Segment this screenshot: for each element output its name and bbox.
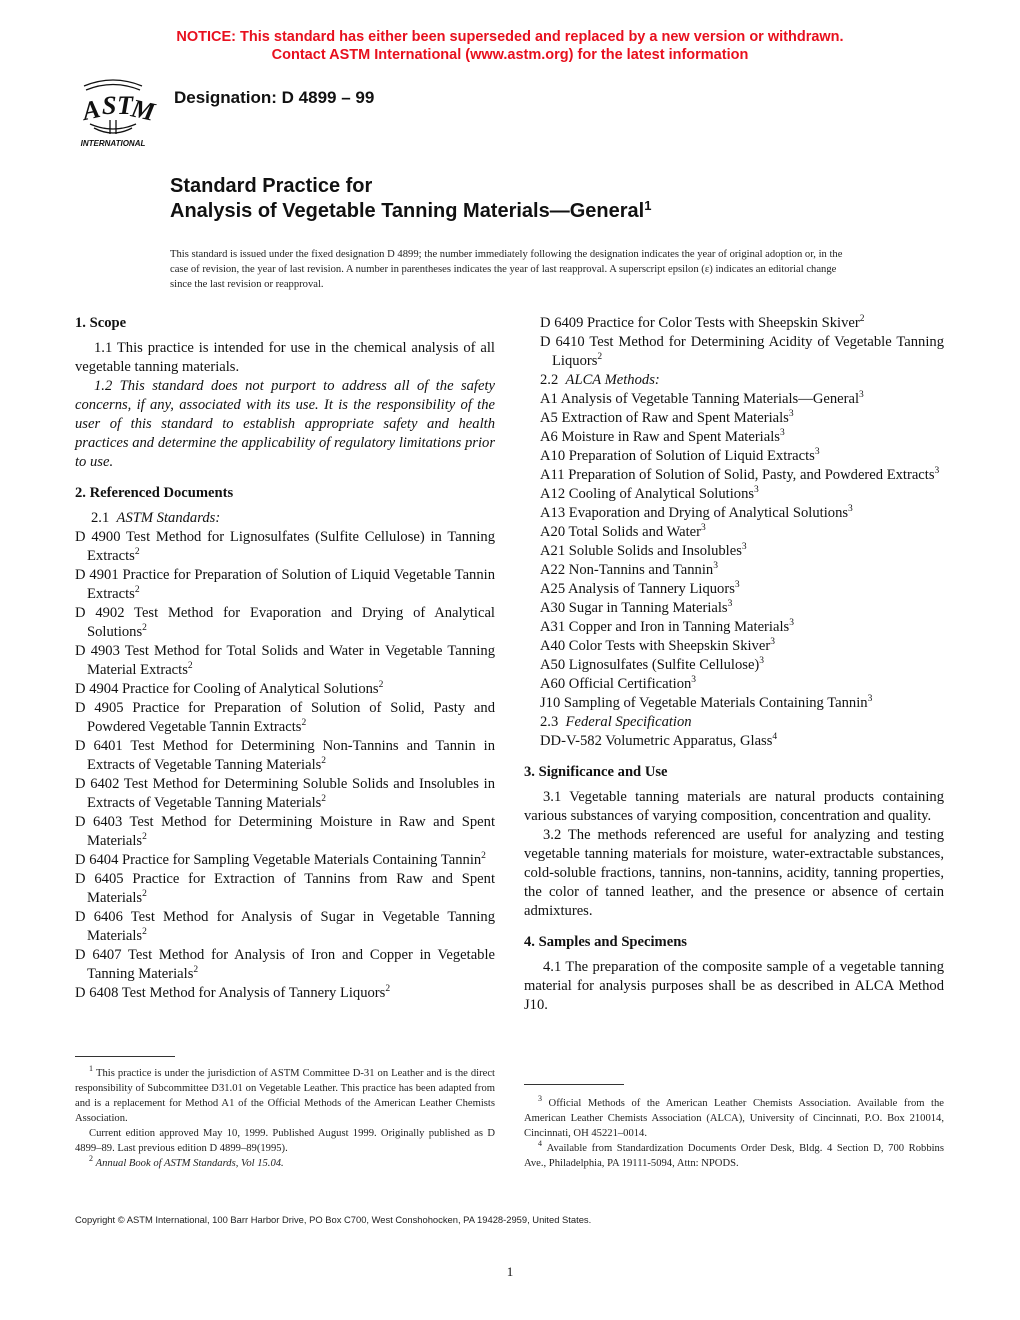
samples-para-1: 4.1 The preparation of the composite sample of a vegetable tanning material for analysis purposes shall be as described in ALCA Method J10. [524, 959, 944, 1013]
federal-list [524, 732, 944, 751]
reference-item [75, 984, 495, 1003]
reference-item [75, 699, 495, 737]
footnote-4-mark: 4 [538, 1139, 542, 1148]
reference-text: A12 Cooling of Analytical Solutions [540, 486, 755, 502]
reference-item [524, 523, 944, 542]
reference-text: A30 Sugar in Tanning Materials [540, 600, 728, 616]
reference-footnote-mark: 3 [713, 561, 718, 571]
svg-text:S: S [102, 91, 117, 120]
reference-footnote-mark: 3 [814, 447, 820, 457]
samples-heading: 4. Samples and Specimens [524, 934, 687, 950]
document-title [170, 174, 651, 224]
reference-footnote-mark: 2 [301, 718, 307, 728]
footnote-2 [75, 1156, 495, 1171]
reference-footnote-mark: 2 [378, 680, 384, 690]
designation: Designation: D 4899 – 99 [174, 88, 375, 107]
astm-list-left [75, 528, 495, 1003]
reference-item [75, 813, 495, 851]
reference-item [524, 542, 944, 561]
reference-text: A6 Moisture in Raw and Spent Materials [540, 429, 780, 445]
copyright-line: Copyright © ASTM International, 100 Barr Harbor Drive, PO Box C700, West Conshohocken, PA 19428-2959, United States. [75, 1214, 592, 1225]
reference-item [75, 737, 495, 775]
reference-item [524, 637, 944, 656]
astm-list-right [524, 314, 944, 371]
reference-text: D 6406 Test Method for Analysis of Sugar in Vegetable Tanning Materials [75, 909, 495, 944]
reference-footnote-mark: 2 [859, 314, 865, 324]
reference-footnote-mark: 2 [385, 984, 391, 994]
reference-text: A10 Preparation of Solution of Liquid Extracts [540, 448, 815, 464]
reference-footnote-mark: 2 [142, 889, 147, 899]
reference-item [524, 333, 944, 371]
significance-para-2: 3.2 The methods referenced are useful for analyzing and testing vegetable tanning materials for moisture, water-extractable substances, cold-soluble fractions, tannins, non-tannins, acidity, tanning properties, the color of tanned leather, and the presence or absence of certain admixtures. [524, 827, 944, 919]
scope-para-1: 1.1 This practice is intended for use in the chemical analysis of all vegetable tanning materials. [75, 340, 495, 375]
reference-footnote-mark: 3 [701, 523, 706, 533]
reference-item [524, 675, 944, 694]
reference-item [75, 680, 495, 699]
federal-spec-title: Federal Specification [565, 714, 692, 730]
notice-line-2: Contact ASTM International (www.astm.org) for the latest information [271, 47, 749, 63]
footnote-1-mark: 1 [89, 1064, 93, 1073]
footnotes-right [524, 1096, 944, 1171]
reference-text: A11 Preparation of Solution of Solid, Pasty, and Powdered Extracts [540, 467, 935, 483]
footnotes-left [75, 1066, 495, 1171]
reference-footnote-mark: 3 [788, 409, 794, 419]
reference-item [524, 618, 944, 637]
reference-text: D 6401 Test Method for Determining Non-Tannins and Tannin in Extracts of Vegetable Tanning Materials [75, 738, 495, 773]
reference-item [75, 775, 495, 813]
reference-footnote-mark: 2 [321, 794, 327, 804]
issuance-statement: This standard is issued under the fixed designation D 4899; the number immediately following the designation indicates the year of original adoption or, in the case of revision, the year of last revision. A number in parentheses indicates the year of last reapproval. A superscript epsilon (ε) indicates an editorial change since the last revision or reapproval. [170, 249, 843, 290]
footnote-2-text: Annual Book of ASTM Standards, Vol 15.04. [95, 1158, 284, 1169]
reference-item [524, 428, 944, 447]
federal-spec-number: 2.3 [540, 714, 559, 730]
footnote-3-mark: 3 [538, 1094, 542, 1103]
supersede-notice [0, 28, 1020, 64]
refdocs-heading: 2. Referenced Documents [75, 485, 234, 501]
scope-heading: 1. Scope [75, 315, 127, 331]
reference-text: A22 Non-Tannins and Tannin [540, 562, 714, 578]
reference-footnote-mark: 3 [741, 542, 747, 552]
reference-footnote-mark: 2 [597, 352, 603, 362]
reference-text: A31 Copper and Iron in Tanning Materials [540, 619, 790, 635]
reference-text: D 6408 Test Method for Analysis of Tannery Liquors [75, 985, 386, 1001]
reference-text: A1 Analysis of Vegetable Tanning Materials—General [540, 391, 860, 407]
reference-item [524, 314, 944, 333]
reference-item [524, 504, 944, 523]
reference-footnote-mark: 2 [142, 623, 147, 633]
reference-item [524, 466, 944, 485]
scope-para-2: 1.2 This standard does not purport to address all of the safety concerns, if any, associated with its use. It is the responsibility of the user of this standard to establish appropriate safety and health practices and determine the applicability of regulatory limitations prior to use. [75, 378, 495, 470]
alca-methods-title: ALCA Methods: [565, 372, 660, 388]
title-footnote-mark: 1 [644, 198, 652, 213]
reference-text: D 6409 Practice for Color Tests with Sheepskin Skiver [540, 315, 860, 331]
reference-text: A60 Official Certification [540, 676, 692, 692]
reference-footnote-mark: 2 [481, 851, 486, 861]
reference-text: D 6410 Test Method for Determining Acidity of Vegetable Tanning Liquors [540, 334, 944, 369]
reference-text: D 4904 Practice for Cooling of Analytical Solutions [75, 681, 379, 697]
footnote-1 [75, 1066, 495, 1126]
reference-text: A21 Soluble Solids and Insolubles [540, 543, 742, 559]
reference-item [75, 851, 495, 870]
reference-item [524, 561, 944, 580]
reference-text: A20 Total Solids and Water [540, 524, 702, 540]
left-column [75, 314, 495, 1003]
reference-footnote-mark: 3 [859, 390, 864, 400]
reference-footnote-mark: 2 [187, 661, 193, 671]
reference-text: D 6402 Test Method for Determining Soluble Solids and Insolubles in Extracts of Vegetable Tanning Materials [75, 776, 495, 811]
footnote-2-mark: 2 [89, 1154, 93, 1163]
reference-footnote-mark: 3 [691, 675, 697, 685]
reference-footnote-mark: 3 [754, 485, 759, 495]
footnote-4-text: Available from Standardization Documents Order Desk, Bldg. 4 Section D, 700 Robbins Ave., Philadelphia, PA 19111-5094, Attn: NPODS. [524, 1143, 944, 1169]
reference-footnote-mark: 3 [759, 656, 765, 666]
reference-item [524, 390, 944, 409]
reference-footnote-mark: 3 [734, 580, 740, 590]
reference-item [524, 732, 944, 751]
footnote-1-text: This practice is under the jurisdiction of ASTM Committee D-31 on Leather and is the direct responsibility of Subcommittee D31.01 on Vegetable Leather. This practice has been adapted from and is a replacement for Method A1 of the Official Methods of the American Leather Chemists Association. [75, 1068, 495, 1124]
reference-item [75, 908, 495, 946]
reference-footnote-mark: 3 [934, 466, 940, 476]
footnote-rule-right [524, 1084, 624, 1085]
reference-text: D 4901 Practice for Preparation of Solution of Liquid Vegetable Tannin Extracts [75, 567, 495, 602]
reference-item [524, 694, 944, 713]
reference-footnote-mark: 2 [134, 585, 140, 595]
svg-text:INTERNATIONAL: INTERNATIONAL [80, 139, 146, 148]
reference-footnote-mark: 2 [134, 547, 140, 557]
title-line-2 [170, 199, 651, 224]
alca-methods-label [524, 371, 944, 390]
reference-item [75, 566, 495, 604]
reference-item [75, 642, 495, 680]
reference-text: D 4900 Test Method for Lignosulfates (Sulfite Cellulose) in Tanning Extracts [75, 529, 495, 564]
svg-text:A: A [79, 94, 103, 127]
reference-footnote-mark: 3 [789, 618, 794, 628]
footnote-3 [524, 1096, 944, 1141]
reference-footnote-mark: 4 [772, 732, 778, 742]
title-main: Analysis of Vegetable Tanning Materials—General [170, 200, 645, 222]
reference-footnote-mark: 2 [142, 832, 147, 842]
reference-footnote-mark: 3 [779, 428, 785, 438]
reference-text: J10 Sampling of Vegetable Materials Containing Tannin [540, 695, 868, 711]
reference-footnote-mark: 3 [770, 637, 775, 647]
reference-text: DD-V-582 Volumetric Apparatus, Glass [540, 733, 773, 749]
reference-footnote-mark: 2 [142, 927, 147, 937]
reference-item [524, 599, 944, 618]
reference-text: A13 Evaporation and Drying of Analytical Solutions [540, 505, 849, 521]
reference-footnote-mark: 2 [321, 756, 327, 766]
reference-text: A25 Analysis of Tannery Liquors [540, 581, 735, 597]
footnote-3-text: Official Methods of the American Leather Chemists Association. Available from the American Leather Chemists Association (ALCA), University of Cincinnati, P.O. Box 210014, Cincinnati, OH 45221–0014. [524, 1098, 944, 1139]
astm-standards-title: ASTM Standards: [116, 510, 221, 526]
astm-standards-label [75, 509, 495, 528]
reference-text: D 4903 Test Method for Total Solids and Water in Vegetable Tanning Material Extracts [75, 643, 495, 678]
footnote-4 [524, 1141, 944, 1171]
astm-logo [64, 78, 162, 150]
alca-methods-number: 2.2 [540, 372, 559, 388]
reference-text: A50 Lignosulfates (Sulfite Cellulose) [540, 657, 760, 673]
svg-text:T: T [117, 91, 133, 120]
reference-footnote-mark: 3 [867, 694, 873, 704]
svg-text:M: M [128, 93, 158, 127]
reference-text: D 6405 Practice for Extraction of Tannins from Raw and Spent Materials [75, 871, 495, 906]
reference-footnote-mark: 2 [193, 965, 199, 975]
reference-text: D 6407 Test Method for Analysis of Iron and Copper in Vegetable Tanning Materials [75, 947, 495, 982]
reference-item [524, 485, 944, 504]
reference-item [524, 447, 944, 466]
reference-text: D 4905 Practice for Preparation of Solution of Solid, Pasty and Powdered Vegetable Tannin Extracts [75, 700, 495, 735]
right-column [524, 314, 944, 1015]
reference-text: A40 Color Tests with Sheepskin Skiver [540, 638, 771, 654]
footnote-rule-left [75, 1056, 175, 1057]
title-line-1: Standard Practice for [170, 175, 373, 197]
reference-item [524, 656, 944, 675]
reference-text: A5 Extraction of Raw and Spent Materials [540, 410, 789, 426]
reference-footnote-mark: 3 [727, 599, 733, 609]
reference-item [75, 604, 495, 642]
reference-item [524, 409, 944, 428]
reference-text: D 6404 Practice for Sampling Vegetable Materials Containing Tannin [75, 852, 482, 868]
notice-line-1: NOTICE: This standard has either been superseded and replaced by a new version or withdrawn. [176, 29, 844, 45]
reference-item [524, 580, 944, 599]
alca-list [524, 390, 944, 713]
reference-item [75, 870, 495, 908]
reference-item [75, 946, 495, 984]
significance-para-1: 3.1 Vegetable tanning materials are natural products containing various substances of varying composition, concentration and quality. [524, 789, 944, 824]
page-number: 1 [506, 1264, 514, 1279]
reference-item [75, 528, 495, 566]
federal-spec-label [524, 713, 944, 732]
reference-text: D 6403 Test Method for Determining Moisture in Raw and Spent Materials [75, 814, 495, 849]
reference-text: D 4902 Test Method for Evaporation and Drying of Analytical Solutions [75, 605, 495, 640]
reference-footnote-mark: 3 [848, 504, 853, 514]
astm-standards-number: 2.1 [91, 510, 110, 526]
footnote-1b: Current edition approved May 10, 1999. Published August 1999. Originally published as D 4899–89. Last previous edition D 4899–89(1995). [75, 1128, 495, 1154]
significance-heading: 3. Significance and Use [524, 764, 668, 780]
